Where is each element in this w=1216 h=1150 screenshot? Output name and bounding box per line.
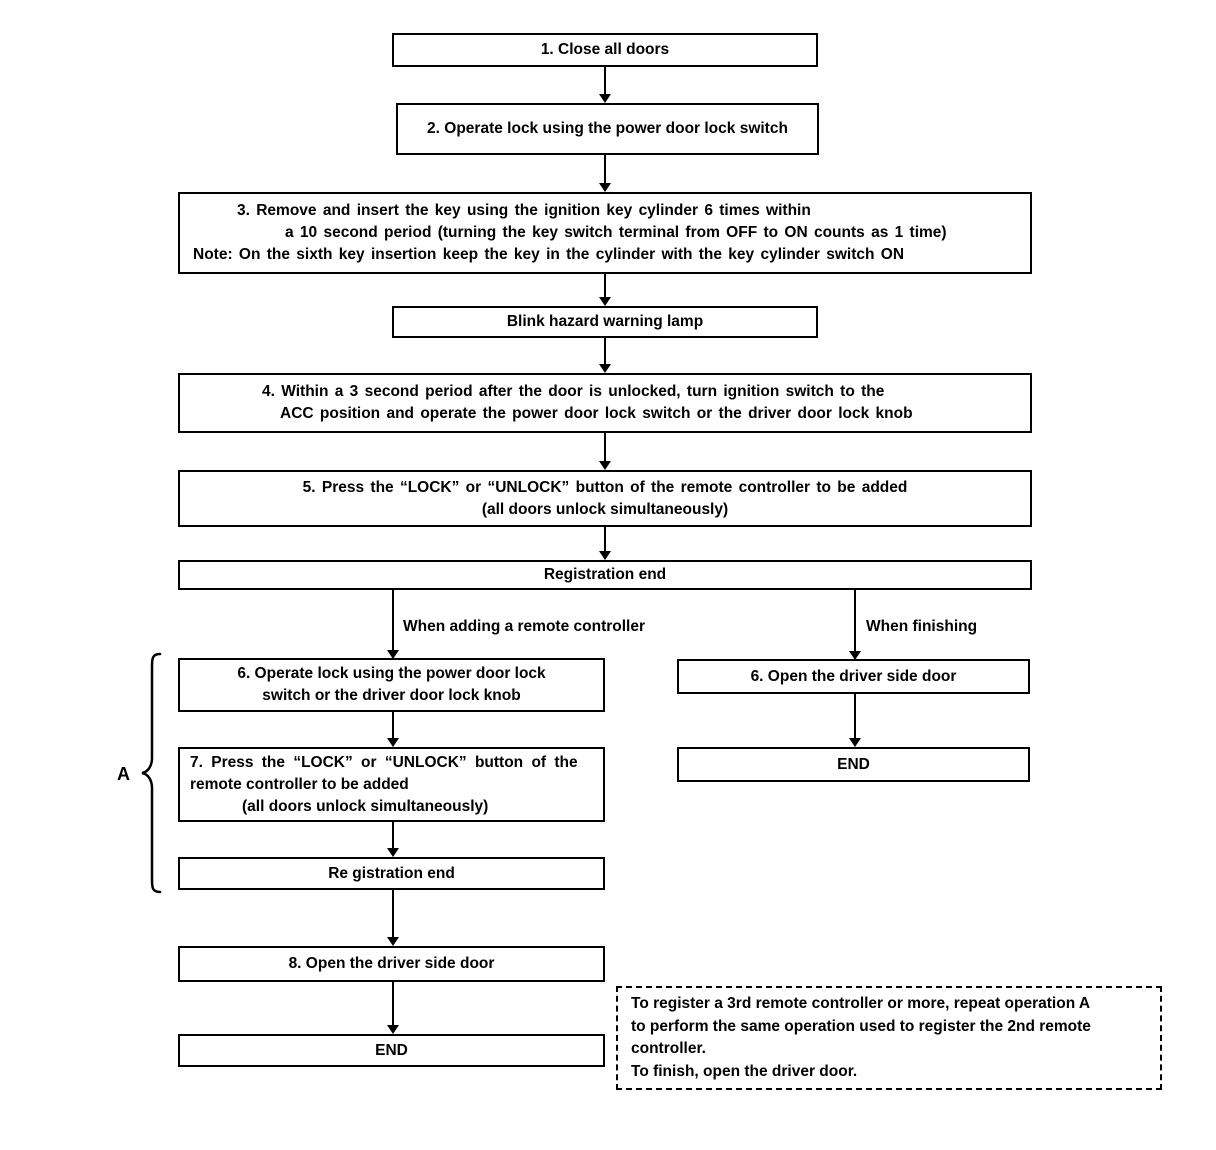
loop-a-brace <box>138 652 164 894</box>
flow-arrow <box>599 338 611 373</box>
blink-hazard-text: Blink hazard warning lamp <box>506 313 704 330</box>
step3-box <box>178 192 1032 274</box>
note-text-line4: To finish, open the driver door. <box>631 1062 858 1080</box>
step6-right-box <box>677 659 1030 694</box>
step7-text-line2: remote controller to be added <box>190 775 409 793</box>
step1-box <box>392 33 818 67</box>
flow-arrow <box>599 67 611 103</box>
branch-left-arrow <box>387 590 399 659</box>
step2-text: 2. Operate lock using the power door lock switch <box>427 120 788 137</box>
flow-arrow <box>387 822 399 857</box>
flow-arrow <box>599 274 611 306</box>
branch-label-right: When finishing <box>866 618 978 635</box>
flow-arrow <box>599 155 611 192</box>
step4-text-line2: ACC position and operate the power door lock switch or the driver door lock knob <box>280 405 913 422</box>
end-right-text: END <box>837 755 870 773</box>
step6-left-text-line2: switch or the driver door lock knob <box>262 687 521 704</box>
branch-right-arrow <box>849 590 861 660</box>
registration-end-box <box>178 560 1032 590</box>
step6-right-text: 6. Open the driver side door <box>750 667 957 685</box>
blink-hazard-box <box>392 306 818 338</box>
loop-a-label: A <box>117 764 130 784</box>
flow-arrow <box>387 712 399 747</box>
end-right-box <box>677 747 1030 782</box>
registration-end-2-text: Re gistration end <box>328 864 455 882</box>
step5-text-line1: 5. Press the “LOCK” or “UNLOCK” button of the remote controller to be added <box>302 478 908 496</box>
step6-left-text-line1: 6. Operate lock using the power door lock <box>237 665 546 682</box>
step5-text-line2: (all doors unlock simultaneously) <box>481 500 729 518</box>
step3-text-line2: a 10 second period (turning the key switch terminal from OFF to ON counts as 1 time) <box>285 224 947 241</box>
branch-label-left: When adding a remote controller <box>403 618 645 635</box>
step7-text-line3: (all doors unlock simultaneously) <box>242 797 489 815</box>
registration-end-text: Registration end <box>543 566 667 583</box>
step8-text: 8. Open the driver side door <box>288 955 495 972</box>
flow-arrow <box>849 693 861 747</box>
flow-arrow <box>387 890 399 946</box>
step6-left-box <box>178 658 605 712</box>
flow-arrow <box>387 982 399 1034</box>
note-text-line1: To register a 3rd remote controller or more, repeat operation A <box>631 995 1091 1012</box>
registration-end-2-box <box>178 857 605 890</box>
step8-box <box>178 946 605 982</box>
step3-text-line1: 3. Remove and insert the key using the ignition key cylinder 6 times within <box>237 202 811 219</box>
note-text-line2: to perform the same operation used to register the 2nd remote <box>631 1017 1091 1035</box>
flow-arrow <box>599 433 611 470</box>
step4-box <box>178 373 1032 433</box>
step7-text-line1: 7. Press the “LOCK” or “UNLOCK” button of the <box>190 753 578 771</box>
end-left-box <box>178 1034 605 1067</box>
step5-box <box>178 470 1032 527</box>
step2-box <box>396 103 819 155</box>
step7-box <box>178 747 605 822</box>
step3-text-line3: Note: On the sixth key insertion keep the key in the cylinder with the key cylinder switch ON <box>193 246 905 263</box>
step4-text-line1: 4. Within a 3 second period after the door is unlocked, turn ignition switch to the <box>262 383 885 400</box>
note-text-line3: controller. <box>631 1040 706 1057</box>
end-left-text: END <box>375 1041 408 1059</box>
note-box <box>616 986 1162 1090</box>
step1-text: 1. Close all doors <box>540 41 670 58</box>
flow-arrow <box>599 527 611 560</box>
